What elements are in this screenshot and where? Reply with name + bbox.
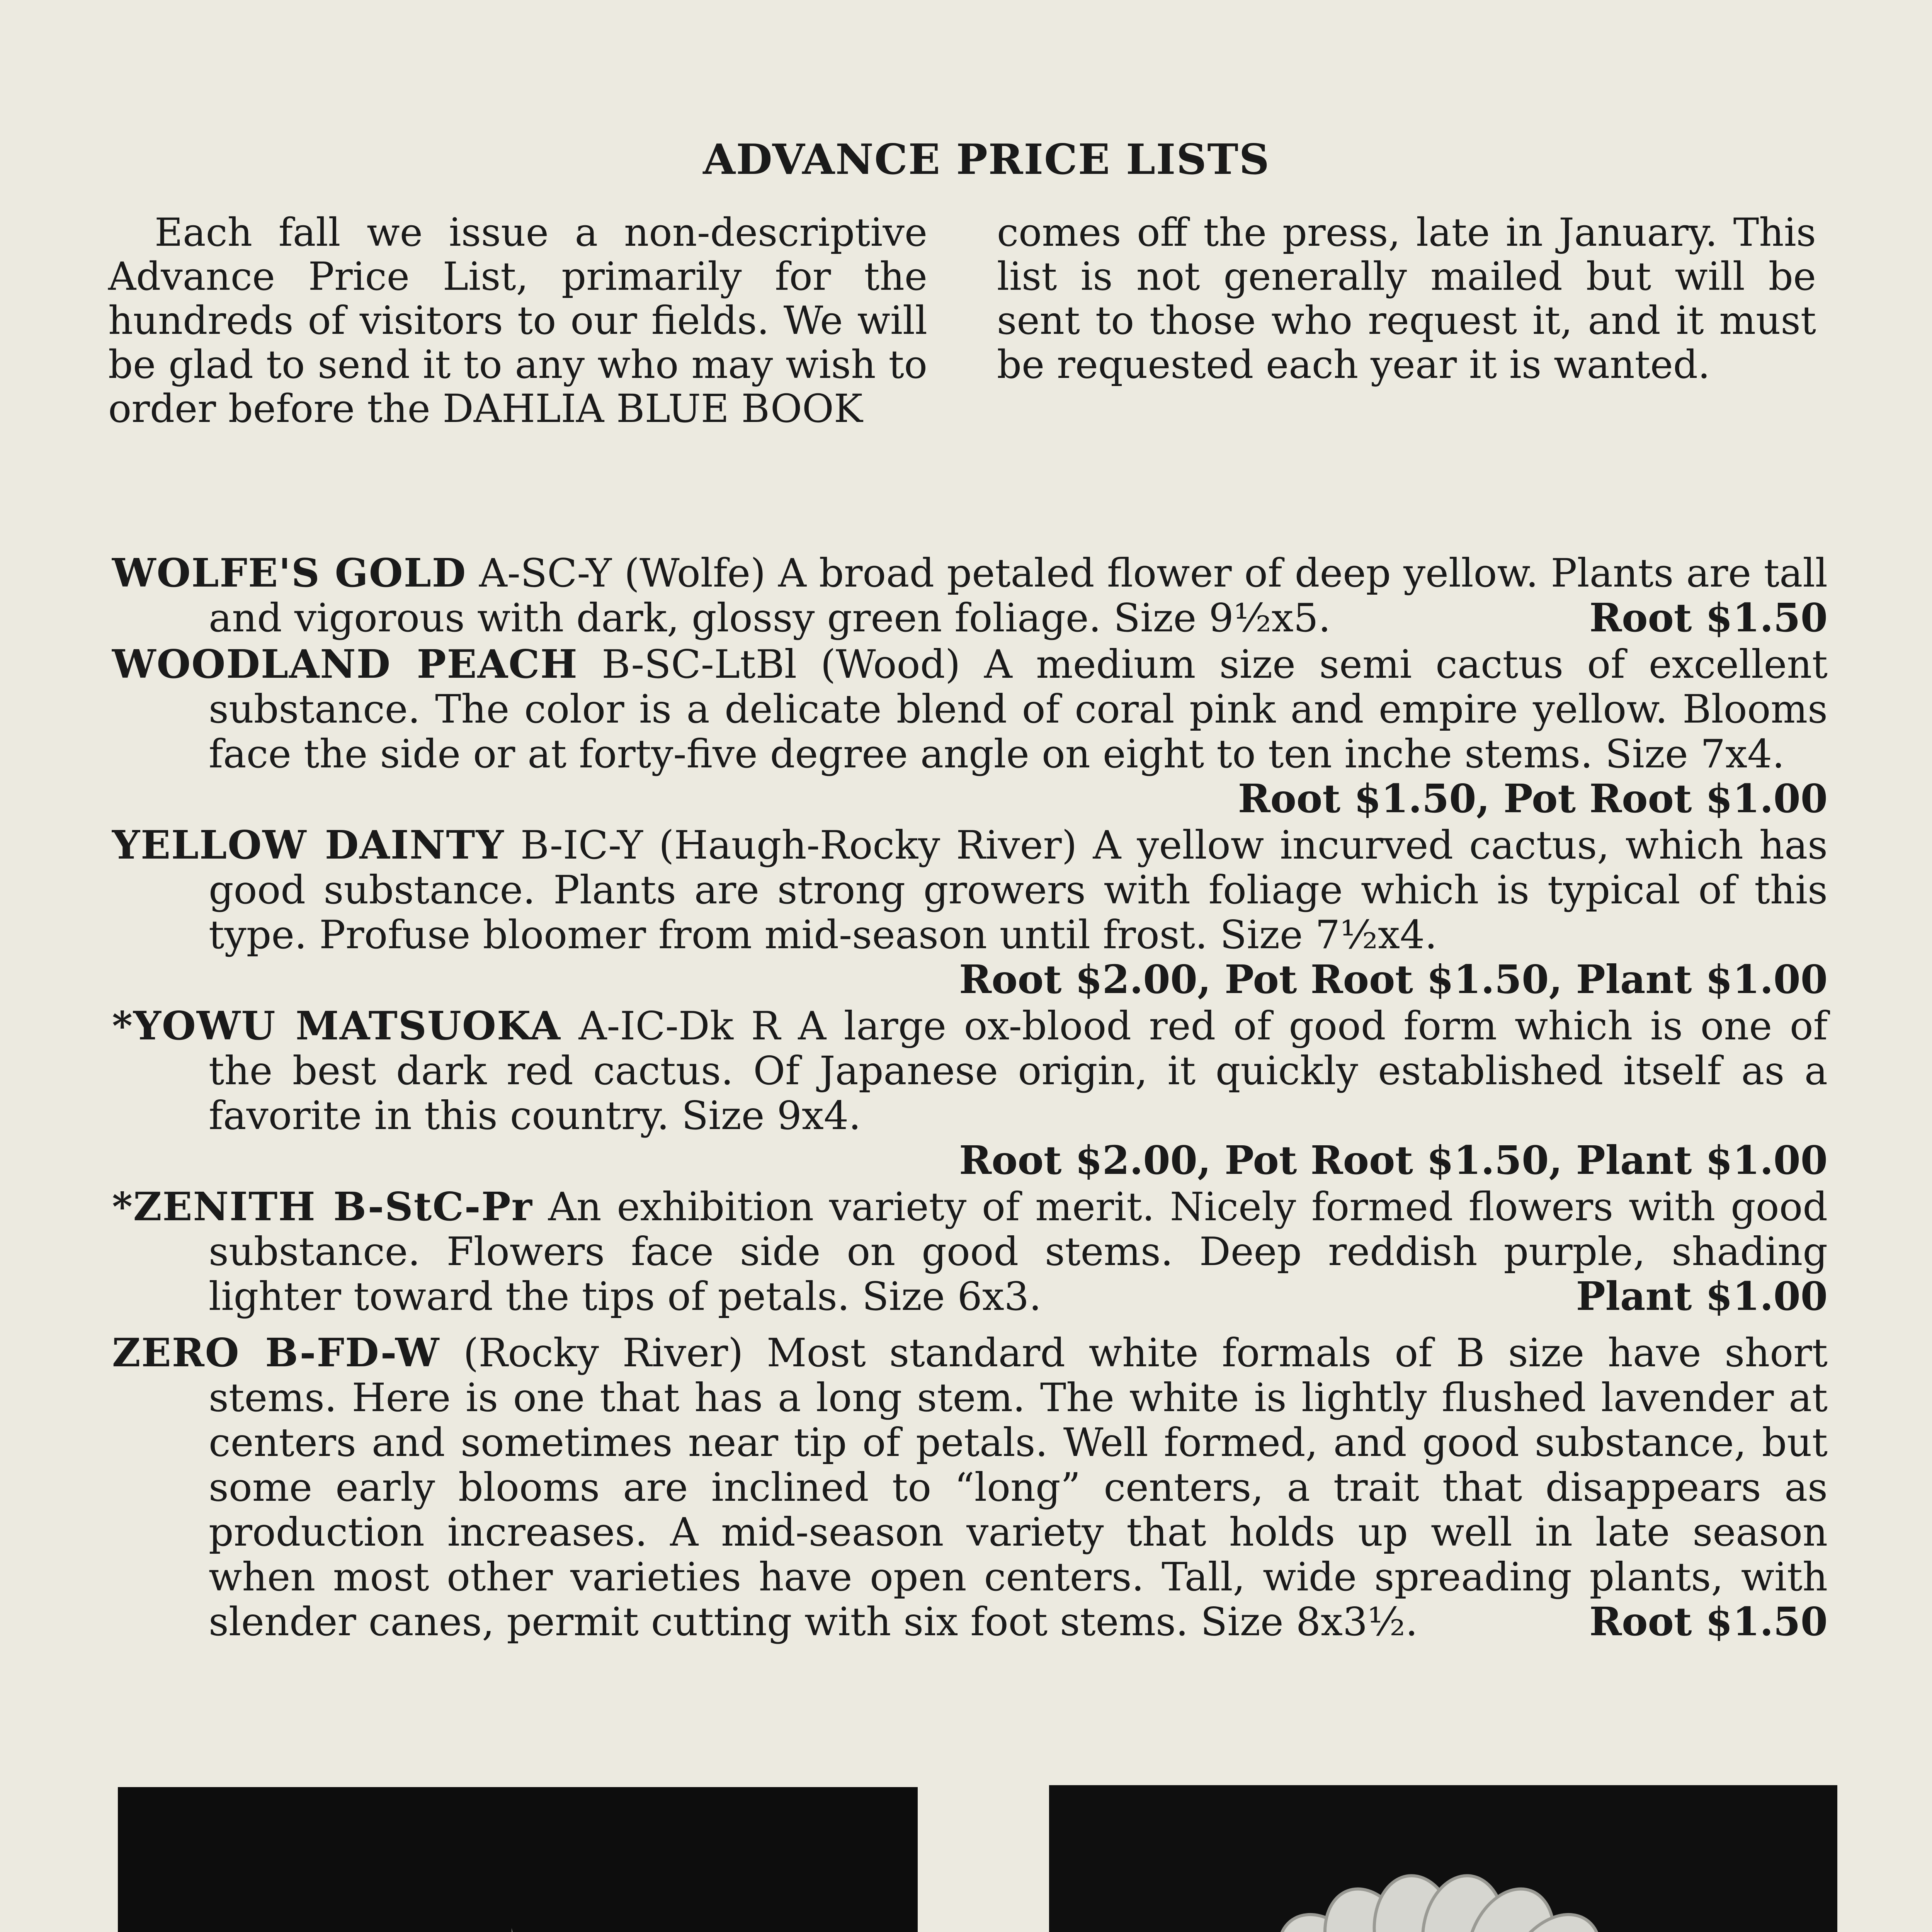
entry-description: An exhibition variety of merit. Nicely formed flowers with good substance. Flowers face side on good stems. Deep reddish purple, shading lighter toward the tips of petals. Size 6x3. (209, 1184, 1828, 1319)
entry-price: Root $1.50 (1589, 595, 1828, 641)
entry-price: Plant $1.00 (1576, 1273, 1828, 1319)
entry-description: B-IC-Y (Haugh-Rocky River) A yellow incurved cactus, which has good substance. Plants are strong growers with foliage which is typical of this type. Profuse bloomer from mid-season until frost. Size 7½x4. (209, 822, 1828, 957)
entry-name: WOODLAND PEACH (112, 641, 578, 687)
variety-list (112, 551, 1828, 1646)
entry-description: (Rocky River) Most standard white formals of B size have short stems. Here is one that has a long stem. The white is lightly flushed lavender at centers and sometimes near tip of petals. Well formed, and good substance, but some early blooms are inclined to “long” centers, a trait that disappears as production increases. A mid-season variety that holds up well in late season when most other varieties have open centers. Tall, wide spreading plants, with slender canes, permit cutting with six foot stems. Size 8x3½. (209, 1330, 1828, 1645)
entry-name: *ZENITH B-StC-Pr (112, 1184, 533, 1230)
entry-yellow-dainty (112, 823, 1828, 1002)
entry-description: A-SC-Y (Wolfe) A broad petaled flower of deep yellow. Plants are tall and vigorous with dark, glossy green foliage. Size 9½x5. (209, 550, 1828, 641)
entry-wolfes-gold (112, 551, 1828, 640)
intro-text-left: Each fall we issue a non-descriptive Advance Price List, primarily for the hundreds of visitors to our fields. We will be glad to send it to any who may wish to order before the DAHLIA BLUE BOOK (108, 210, 927, 431)
entry-woodland-peach (112, 642, 1828, 821)
entry-name: *YOWU MATSUOKA (112, 1003, 561, 1049)
formal-dahlia-image (1049, 1785, 1837, 1932)
intro-text-right: comes off the press, late in January. This list is not generally mailed but will be sent to those who request it, and it must be requested each year it is wanted. (997, 210, 1816, 387)
entry-description: A-IC-Dk R A large ox-blood red of good form which is one of the best dark red cactus. Of Japanese origin, it quickly established itself as a favorite in this country. Size 9x4. (209, 1003, 1828, 1138)
entry-name: ZERO B-FD-W (112, 1330, 440, 1376)
yellow-dainty-photo (118, 1787, 918, 1932)
entry-price: Root $1.50 (1589, 1599, 1828, 1645)
entry-zero (112, 1330, 1828, 1644)
entry-yowu-matsuoka (112, 1003, 1828, 1183)
entry-name: YELLOW DAINTY (112, 822, 505, 868)
entry-price: Root $2.00, Pot Root $1.50, Plant $1.00 (959, 956, 1828, 1002)
page-heading: ADVANCE PRICE LISTS (703, 135, 1270, 184)
zero-photo (1049, 1785, 1837, 1932)
entry-description: B-SC-LtBl (Wood) A medium size semi cactus of excellent substance. The color is a delicate blend of coral pink and empire yellow. Blooms face the side or at forty-five degree angle on eight to ten inche stems. Size 7x4. (209, 641, 1828, 777)
entry-price: Root $2.00, Pot Root $1.50, Plant $1.00 (959, 1137, 1828, 1183)
entry-zenith (112, 1184, 1828, 1319)
entry-price: Root $1.50, Pot Root $1.00 (1238, 776, 1828, 821)
cactus-dahlia-image (118, 1787, 918, 1932)
entry-name: WOLFE'S GOLD (112, 550, 467, 596)
